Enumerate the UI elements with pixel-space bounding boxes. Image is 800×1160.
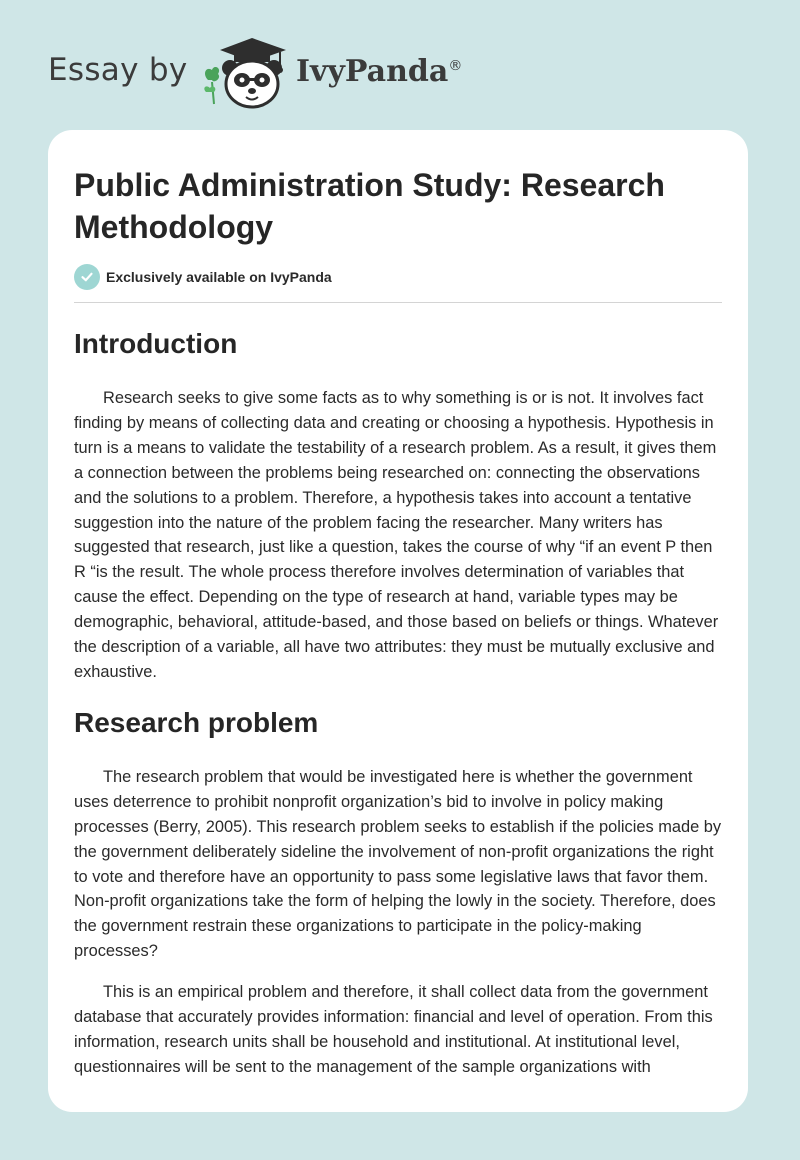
exclusive-badge bbox=[74, 264, 332, 290]
section-heading-introduction: Introduction bbox=[74, 328, 238, 359]
article-card bbox=[48, 130, 748, 1112]
site-header bbox=[48, 30, 548, 110]
brand-name[interactable] bbox=[296, 54, 462, 89]
check-circle-icon bbox=[74, 264, 100, 290]
section-heading-research-problem: Research problem bbox=[74, 706, 319, 738]
badge-label: Exclusively available on IvyPanda bbox=[106, 269, 332, 285]
page-title: Public Administration Study: Research Methodology bbox=[74, 167, 665, 245]
divider bbox=[74, 302, 722, 303]
brand-text: IvyPanda bbox=[296, 54, 449, 89]
registered-mark: ® bbox=[448, 58, 463, 74]
panda-logo-icon[interactable] bbox=[200, 34, 292, 110]
essay-by-label: Essay by bbox=[48, 52, 188, 88]
paragraph: The research problem that would be investigated here is whether the government uses deterrence to prohibit nonprofit organization’s bid to involve in policy making processes (Berry, 2005). This research problem seeks to establish if the policies made by the government deliberately sideline the involvement of non-profit organizations the right to vote and therefore have an opportunity to pass some legislative laws that favor them. Non-profit organizations take the form of helping the lowly in the society. Therefore, does the government restrain these organizations to participate in the policy-making processes? bbox=[74, 767, 722, 961]
paragraph: Research seeks to give some facts as to why something is or is not. It involves fact finding by means of collecting data and creating or choosing a hypothesis. Hypothesis in turn is a means to validate the testability of a research problem. As a result, it gives them a connection between the problems being researched on: connecting the observations and the solutions to a problem. Therefore, a hypothesis takes into account a tentative suggestion into the nature of the problem facing the researcher. Many writers has suggested that research, just like a question, takes the course of why “if an event P then R “is the result. The whole process therefore involves determination of variables that cause the effect. Depending on the type of research at hand, variable types may be demographic, behavioral, attitude-based, and those based on beliefs or things. Whatever the description of a variable, all have two attributes: they must be mutually exclusive and exhaustive. bbox=[74, 389, 719, 681]
paragraph: This is an empirical problem and therefore, it shall collect data from the government database that accurately provides information: financial and level of operation. From this information, research units shall be household and institutional. At institutional level, questionnaires will be sent to the management of the sample organizations with bbox=[74, 983, 713, 1076]
article-body bbox=[74, 326, 722, 1080]
